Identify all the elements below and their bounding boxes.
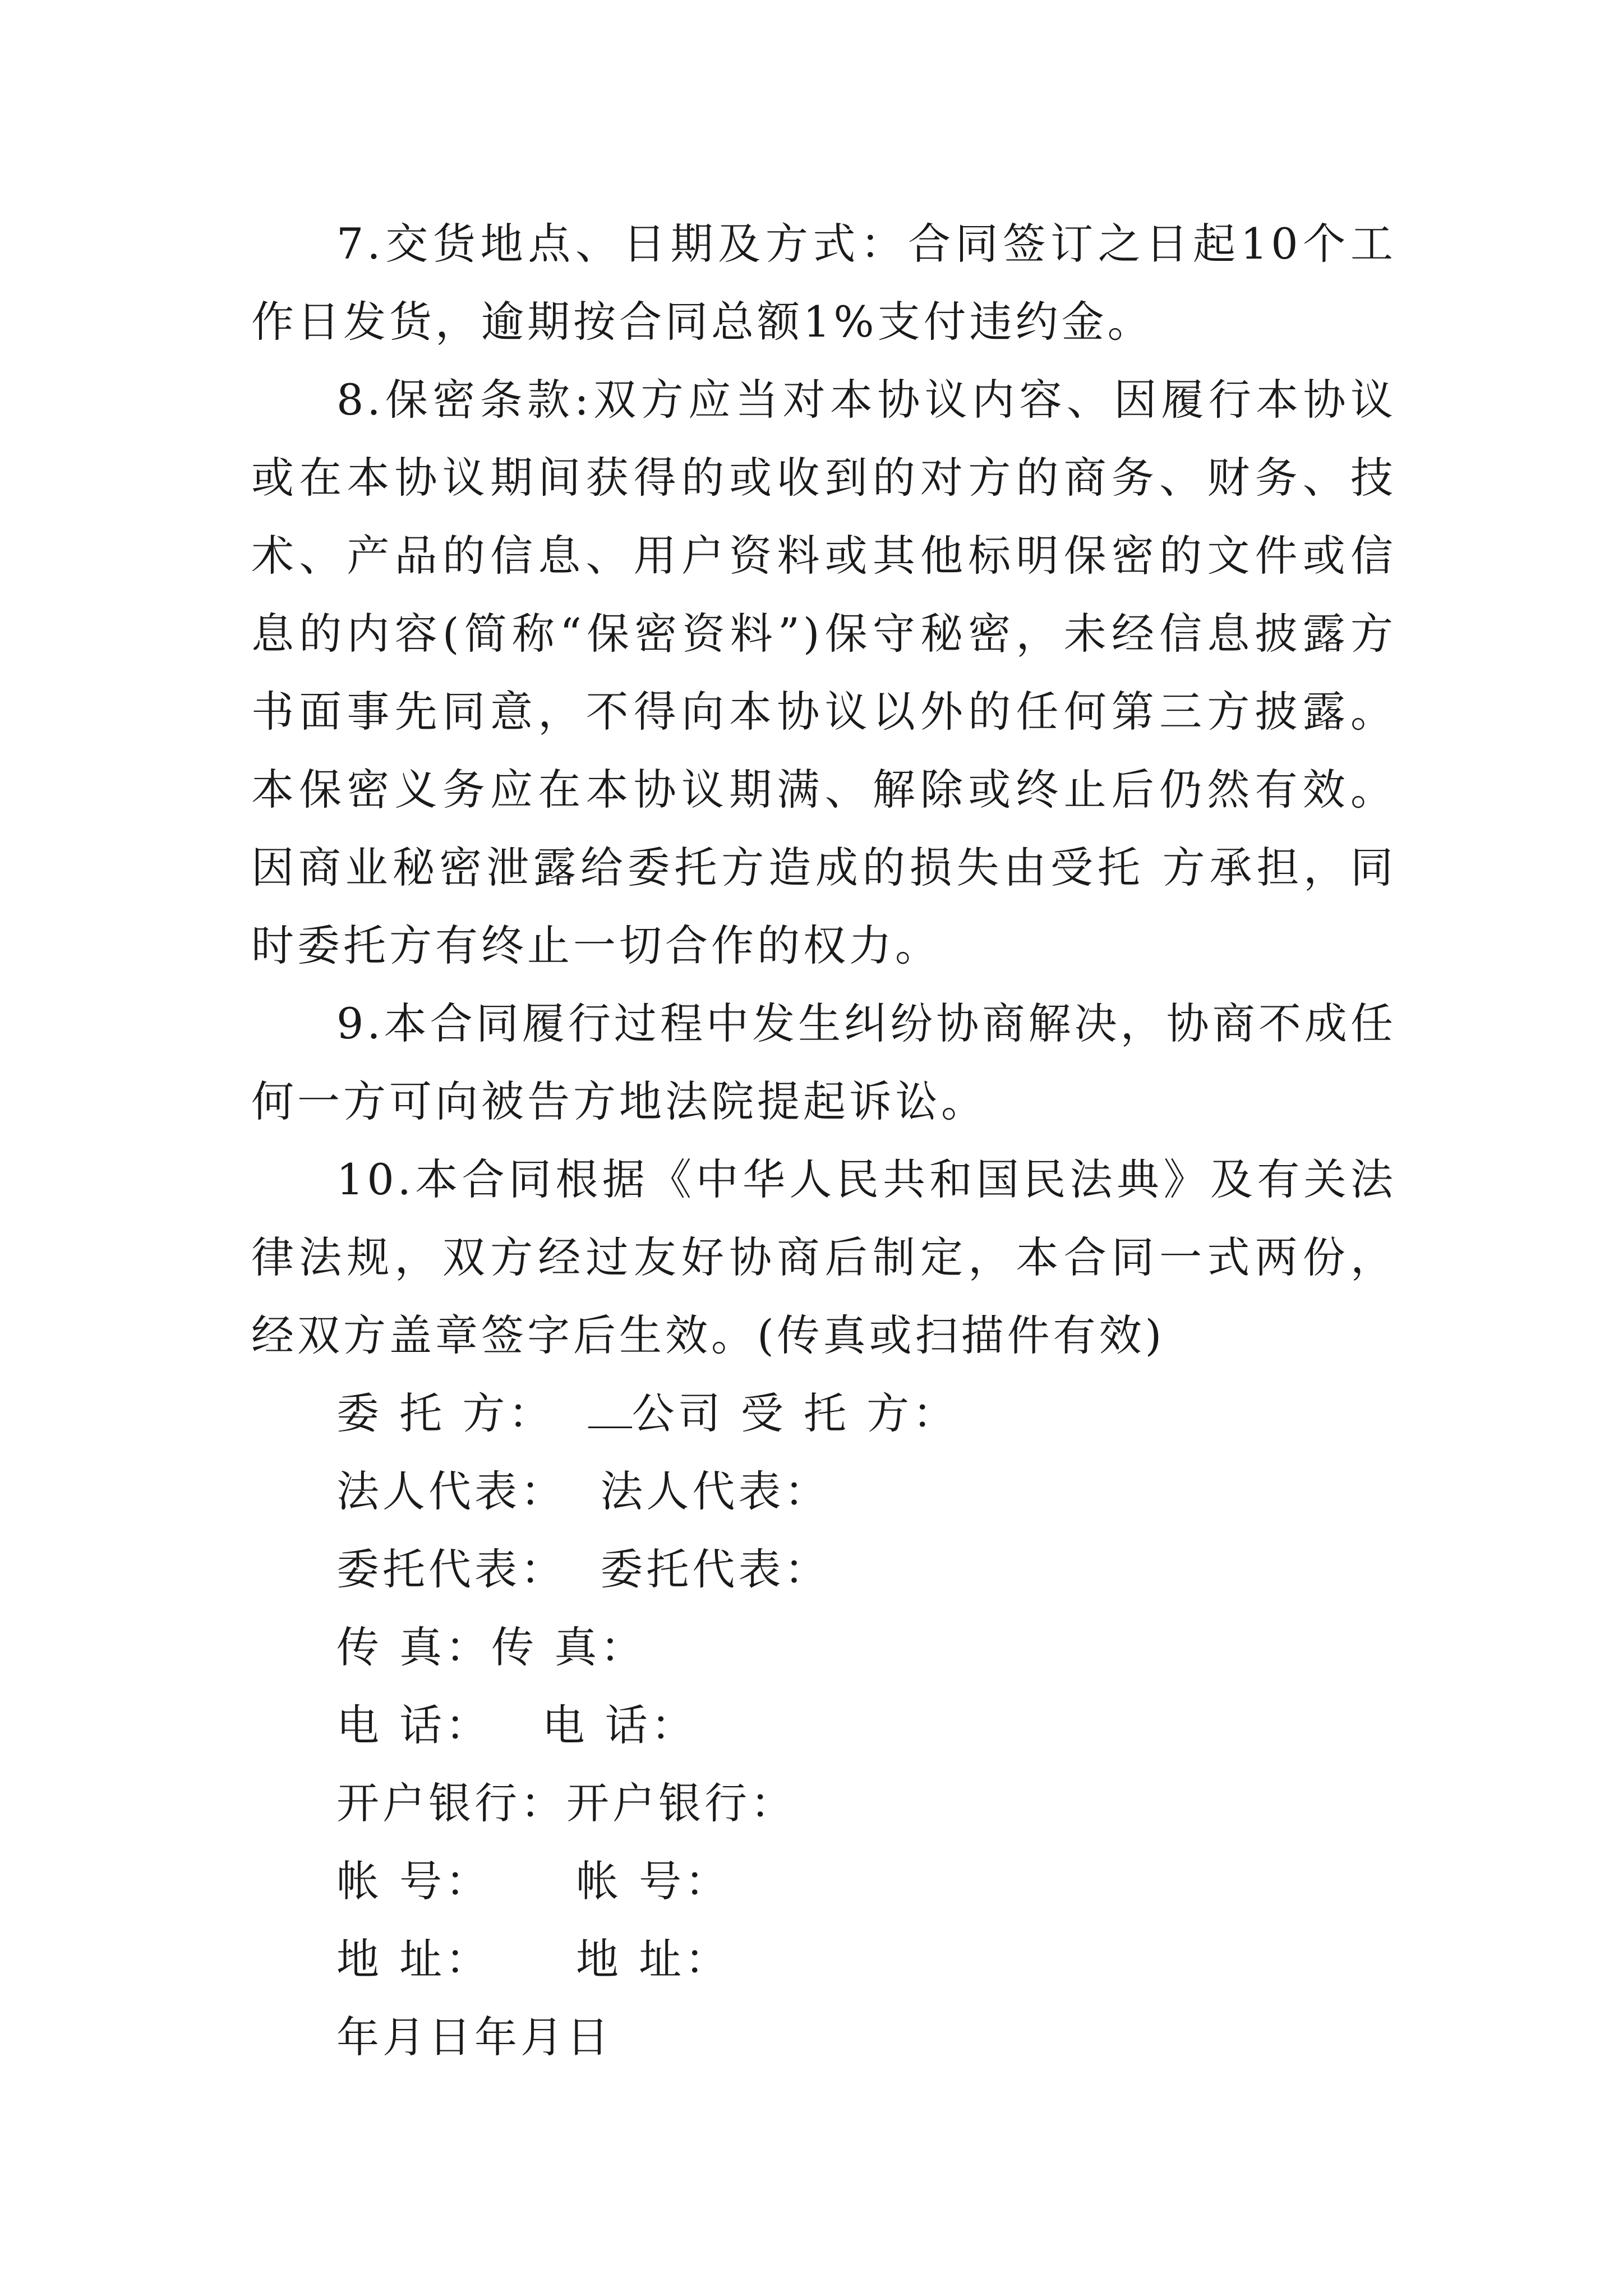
signature-parties-row <box>251 1374 1396 1452</box>
trustee-label: 受 托 方： <box>740 1388 959 1438</box>
date-row: 年月日年月日 <box>336 2012 612 2062</box>
fax-row: 传 真：传 真： <box>336 1622 647 1672</box>
document-body <box>251 205 1396 2076</box>
account-row: 帐 号： 帐 号： <box>336 1856 731 1906</box>
client-company: 公司 <box>631 1388 724 1438</box>
address-row: 地 址： 地 址： <box>336 1934 731 1984</box>
signature-block <box>251 1374 1396 2076</box>
phone-row: 电 话： 电 话： <box>336 1700 697 1750</box>
client-name-blank <box>588 1392 632 1428</box>
clause-10-effectiveness: 10.本合同根据《中华人民共和国民法典》及有关法律法规，双方经过友好协商后制定，本合同一式两份，经双方盖章签字后生效。(传真或扫描件有效) <box>251 1154 1396 1360</box>
legal-representative-row: 法人代表： 法人代表： <box>336 1466 831 1516</box>
clause-9-disputes: 9.本合同履行过程中发生纠纷协商解决，协商不成任何一方可向被告方地法院提起诉讼。 <box>251 999 1396 1126</box>
clause-8-confidentiality: 8.保密条款:双方应当对本协议内容、因履行本协议或在本协议期间获得的或收到的对方的商务、财务、技术、产品的信息、用户资料或其他标明保密的文件或信息的内容(简称“保密资料”)保守秘密，未经信息披露方书面事先同意，不得向本协议以外的任何第三方披露。本保密义务应在本协议期满、解除或终止后仍然有效。因商业秘密泄露给委托方造成的损失由受托 方承担，同时委托方有终止一切合作的权力。 <box>251 375 1396 970</box>
client-label: 委 托 方： <box>336 1388 555 1438</box>
clause-7: 7.交货地点、日期及方式：合同签订之日起10个工作日发货，逾期按合同总额1%支付违约金。 <box>251 219 1396 347</box>
bank-row: 开户银行：开户银行： <box>336 1778 796 1828</box>
authorized-representative-row: 委托代表： 委托代表： <box>336 1544 831 1594</box>
